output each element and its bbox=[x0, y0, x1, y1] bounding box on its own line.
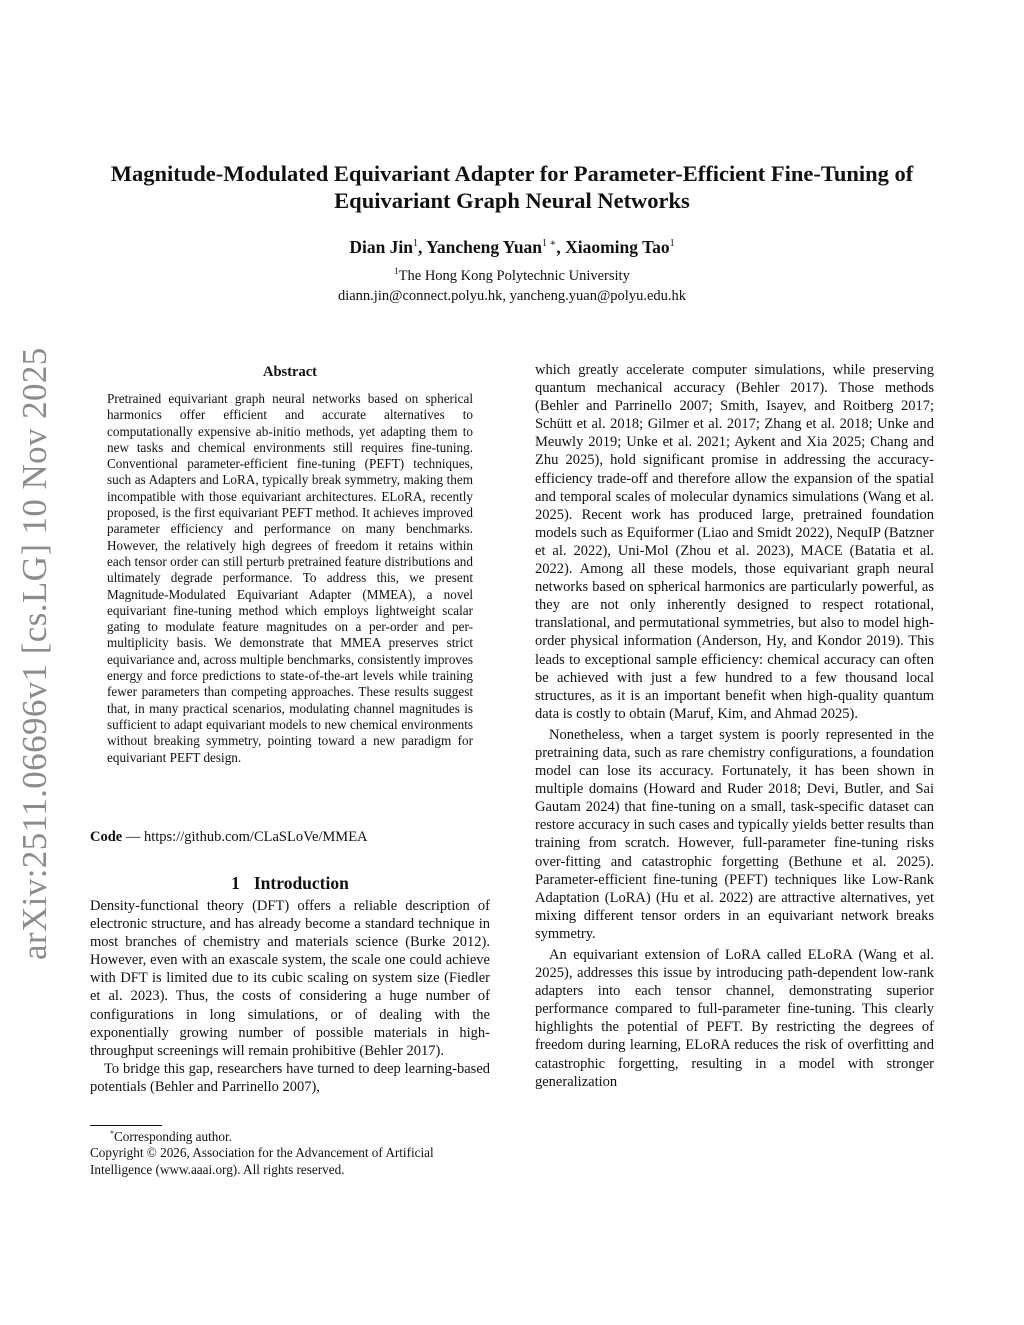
affiliation bbox=[60, 266, 964, 286]
affiliation-name: The Hong Kong Polytechnic University bbox=[398, 268, 630, 284]
section-number: 1 bbox=[231, 873, 240, 893]
section-heading bbox=[90, 873, 490, 894]
affiliation-block bbox=[60, 266, 964, 306]
author-mark: 1 ∗ bbox=[542, 238, 557, 249]
footnote-text: Corresponding author. bbox=[114, 1129, 232, 1144]
paragraph: An equivariant extension of LoRA called ELoRA (Wang et al. 2025), addresses this issue by introducing path-dependent low-rank adapters into each tensor channel, demonstrating superior performance compared to full-parameter fine-tuning. This clearly highlights the potential of PEFT. By restricting the degrees of freedom during learning, ELoRA reduces the risk of overfitting and catastrophic forgetting, resulting in a model with stronger generalization bbox=[535, 947, 934, 1090]
code-line bbox=[90, 829, 490, 846]
affiliation-mark: 1 bbox=[394, 266, 399, 276]
code-url[interactable]: https://github.com/CLaSLoVe/MMEA bbox=[143, 829, 368, 845]
abstract-text: Pretrained equivariant graph neural networks based on spherical harmonics offer efficient and accurate alternatives to computationally expensive ab-initio methods, yet adapting them to new tasks and chemical environments still requires fine-tuning. Conventional parameter-efficient fine-tuning (PEFT) techniques, such as Adapters and LoRA, typically break symmetry, making them incompatible with those equivariant architectures. ELoRA, recently proposed, is the first equivariant PEFT method. It achieves improved parameter efficiency and performance on many benchmarks. However, the relatively high degrees of freedom it retains within each tensor order can still perturb pretrained feature distributions and ultimately degrade performance. To address this, we present Magnitude-Modulated Equivariant Adapter (MMEA), a novel equivariant fine-tuning method which employs lightweight scalar gating to modulate feature magnitudes on a per-order and per-multiplicity basis. We demonstrate that MMEA preserves strict equivariance and, across multiple benchmarks, consistently improves energy and force predictions to state-of-the-art levels while training fewer parameters than competing approaches. These results suggest that, in many practical scenarios, modulating channel magnitudes is sufficient to adapt equivariant models to new chemical environments without breaking symmetry, pointing toward a new paradigm for equivariant PEFT design. bbox=[107, 391, 473, 765]
copyright-notice: Copyright © 2026, Association for the Advancement of Artificial Intelligence (www.aaai.org). All rights reserved. bbox=[90, 1145, 434, 1177]
arxiv-watermark: arXiv:2511.06696v1 [cs.LG] 10 Nov 2025 bbox=[15, 347, 54, 960]
paragraph: Density-functional theory (DFT) offers a reliable description of electronic structure, and has already become a standard technique in most branches of chemistry and materials science (Burke 2012). However, even with an exascale system, the scale one could achieve with DFT is limited due to its cubic scaling on system size (Fiedler et al. 2023). Thus, the costs of considering a huge number of configurations in long simulations, or of dealing with the exponentially growing number of possible materials in high-throughput screenings will remain prohibitive (Behler 2017). bbox=[90, 898, 490, 1059]
author-separator: , bbox=[556, 237, 566, 257]
footnote-rule bbox=[90, 1125, 162, 1126]
author-mark: 1 bbox=[413, 238, 419, 249]
code-label: Code bbox=[90, 829, 123, 845]
footnote-mark: * bbox=[110, 1129, 114, 1138]
author-mark: 1 bbox=[669, 238, 675, 249]
author-name: Xiaoming Tao bbox=[565, 237, 670, 257]
paragraph: To bridge this gap, researchers have turned to deep learning-based potentials (Behler and Parrinello 2007), bbox=[90, 1060, 490, 1095]
footnote bbox=[90, 1129, 490, 1145]
left-column-body bbox=[90, 897, 490, 1096]
author-separator: , bbox=[418, 237, 427, 257]
paragraph: which greatly accelerate computer simulations, while preserving quantum mechanical accuracy (Behler 2017). Those methods (Behler and Parrinello 2007; Smith, Isayev, and Roitberg 2017; Schütt et al. 2018; Gilmer et al. 2017; Zhang et al. 2018; Unke and Meuwly 2019; Unke et al. 2021; Aykent and Xia 2025; Chang and Zhu 2025), hold significant promise in addressing the accuracy-efficiency trade-off and therefore allow the expansion of the spatial and temporal scales of molecular dynamics simulations (Wang et al. 2025). Recent work has produced large, pretrained foundation models such as Equiformer (Liao and Smidt 2022), NequIP (Batzner et al. 2022), Uni-Mol (Zhou et al. 2023), MACE (Batatia et al. 2022). Among all these models, those equivariant graph neural networks based on spherical harmonics are particularly powerful, as they are not only inherently designed to respect rotational, translational, and permutational symmetries, but also to model high-order physical information (Anderson, Hy, and Kondor 2019). This leads to exceptional sample efficiency: chemical accuracy can often be achieved with just a few hundred to a few thousand local structures, as it is an important benefit when high-quality quantum data is costly to obtain (Maruf, Kim, and Ahmad 2025). bbox=[535, 362, 934, 722]
author-emails: diann.jin@connect.polyu.hk, yancheng.yuan@polyu.edu.hk bbox=[337, 288, 687, 304]
code-dash: — bbox=[122, 829, 144, 845]
author-name: Dian Jin bbox=[349, 237, 414, 257]
paper-title: Magnitude-Modulated Equivariant Adapter for Parameter-Efficient Fine-Tuning of Equivariant Graph Neural Networks bbox=[110, 161, 914, 213]
author-name: Yancheng Yuan bbox=[426, 237, 543, 257]
paragraph: Nonetheless, when a target system is poorly represented in the pretraining data, such as rare chemistry configurations, a foundation model can lose its accuracy. Fortunately, it has been shown in multiple domains (Howard and Ruder 2018; Devi, Butler, and Sai Gautam 2024) that fine-tuning on a small, task-specific dataset can restore accuracy in such cases and typically yields better results than training from scratch. However, full-parameter fine-tuning risks over-fitting and catastrophic forgetting (Bethune et al. 2025). Parameter-efficient fine-tuning (PEFT) techniques like Low-Rank Adaptation (LoRA) (Hu et al. 2022) are attractive alternatives, yet mixing different tensor orders in an equivariant network breaks symmetry. bbox=[535, 726, 934, 942]
section-title: Introduction bbox=[253, 873, 349, 893]
author-list bbox=[60, 237, 964, 258]
footnotes bbox=[90, 1129, 490, 1178]
right-column-body bbox=[535, 361, 934, 1091]
abstract-heading: Abstract bbox=[263, 364, 317, 380]
